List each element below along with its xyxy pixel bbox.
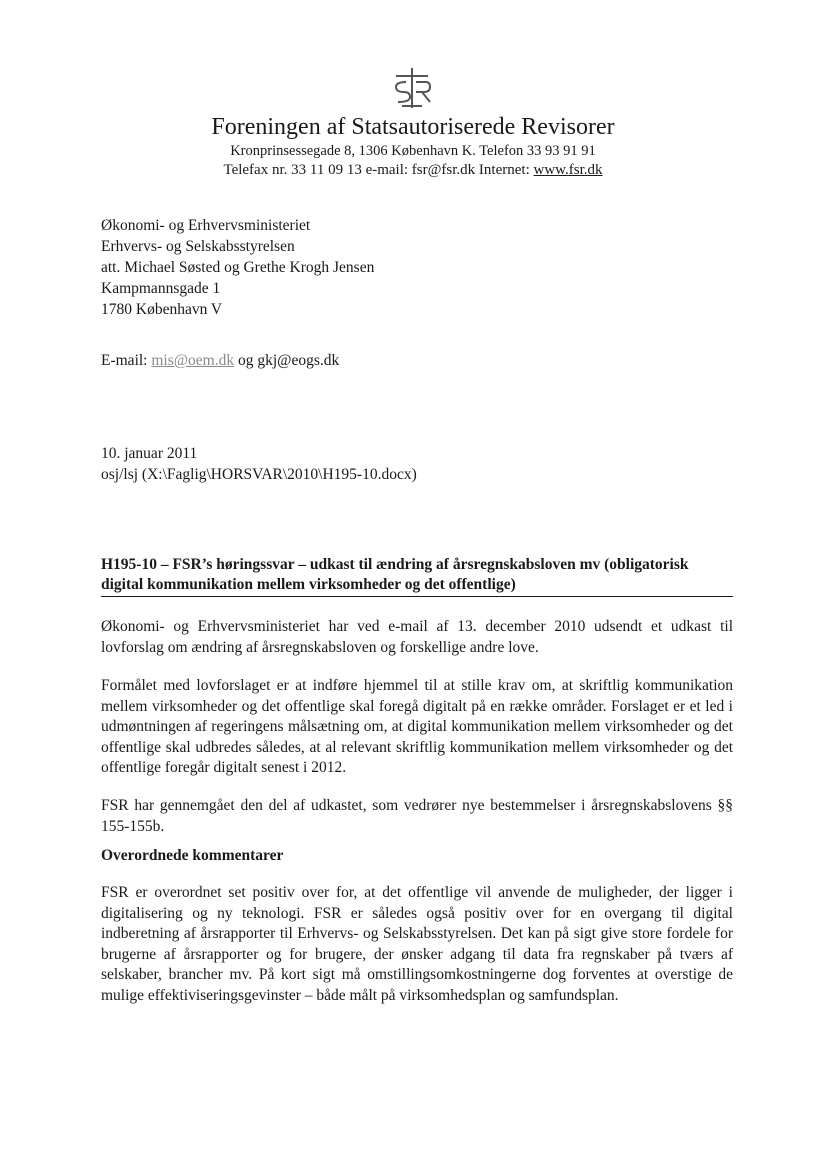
- recipient-line: Økonomi- og Erhvervsministeriet: [101, 217, 311, 234]
- body-paragraph: FSR har gennemgået den del af udkastet, som vedrører nye bestemmelser i årsregnskabslovens §§ 155-155b.: [101, 797, 733, 835]
- email-link-mis[interactable]: mis@oem.dk: [151, 352, 235, 369]
- contact-details: Telefax nr. 33 11 09 13 e-mail: fsr@fsr.dk Internet:: [223, 162, 534, 178]
- section-paragraph: FSR er overordnet set positiv over for, at det offentlige vil anvende de muligheder, der ligger i digitalisering og ny teknologi. FSR er således også positiv over for en overgang til digital indberetning af årsrapporter til Erhvervs- og Selskabsstyrelsen. Det kan på sigt give store fordele for brugerne af årsrapporter og for brugere, der ønsker adgang til data fra regnskaber på tværs af selskaber, brancher mv. På kort sigt må omstillingsomkostningerne dog forventes at overstige de mulige effektiviseringsgevinster – både målt på virksomhedsplan og samfundsplan.: [101, 884, 733, 1004]
- website-link[interactable]: www.fsr.dk: [533, 162, 603, 178]
- recipient-address: [101, 215, 374, 320]
- file-reference: osj/lsj (X:\Faglig\HORSVAR\2010\H195-10.docx): [101, 466, 417, 483]
- recipient-line: Kampmannsgade 1: [101, 280, 221, 297]
- body-paragraph: Økonomi- og Erhvervsministeriet har ved e-mail af 13. december 2010 udsendt et udkast til lovforslag om ændring af årsregnskabsloven og forskellige andre love.: [101, 618, 733, 656]
- email-prefix: E-mail:: [101, 352, 152, 369]
- date-block: [101, 443, 417, 485]
- subject-heading: H195-10 – FSR’s høringssvar – udkast til ændring af årsregnskabsloven mv (obligatorisk digital kommunikation mellem virksomheder og det offentlige): [101, 556, 689, 593]
- organization-contact: [0, 161, 826, 180]
- recipient-email: [101, 350, 339, 371]
- subject-underline: [101, 596, 733, 597]
- letter-date: 10. januar 2011: [101, 445, 198, 462]
- email-separator: og: [234, 352, 258, 369]
- fsr-logo-icon: [388, 66, 436, 110]
- email-gkj: gkj@eogs.dk: [257, 352, 340, 369]
- body-paragraph: Formålet med lovforslaget er at indføre hjemmel til at stille krav om, at skriftlig kommunikation mellem virksomheder og det offentlige skal foregå digitalt på en række områder. Forslaget er et led i udmøntningen af regeringens målsætning om, at digital kommunikation mellem virksomheder og det offentlige skal udbredes således, at al relevant skriftlig kommunikation mellem virksomheder og det offentlige foregår digitalt senest i 2012.: [101, 677, 733, 776]
- section-heading: Overordnede kommentarer: [101, 847, 284, 864]
- recipient-line: att. Michael Søsted og Grethe Krogh Jensen: [101, 259, 375, 276]
- recipient-line: Erhvervs- og Selskabsstyrelsen: [101, 238, 295, 255]
- organization-name: Foreningen af Statsautoriserede Revisorer: [211, 114, 615, 140]
- organization-address: Kronprinsessegade 8, 1306 København K. Telefon 33 93 91 91: [230, 143, 596, 159]
- recipient-line: 1780 København V: [101, 301, 223, 318]
